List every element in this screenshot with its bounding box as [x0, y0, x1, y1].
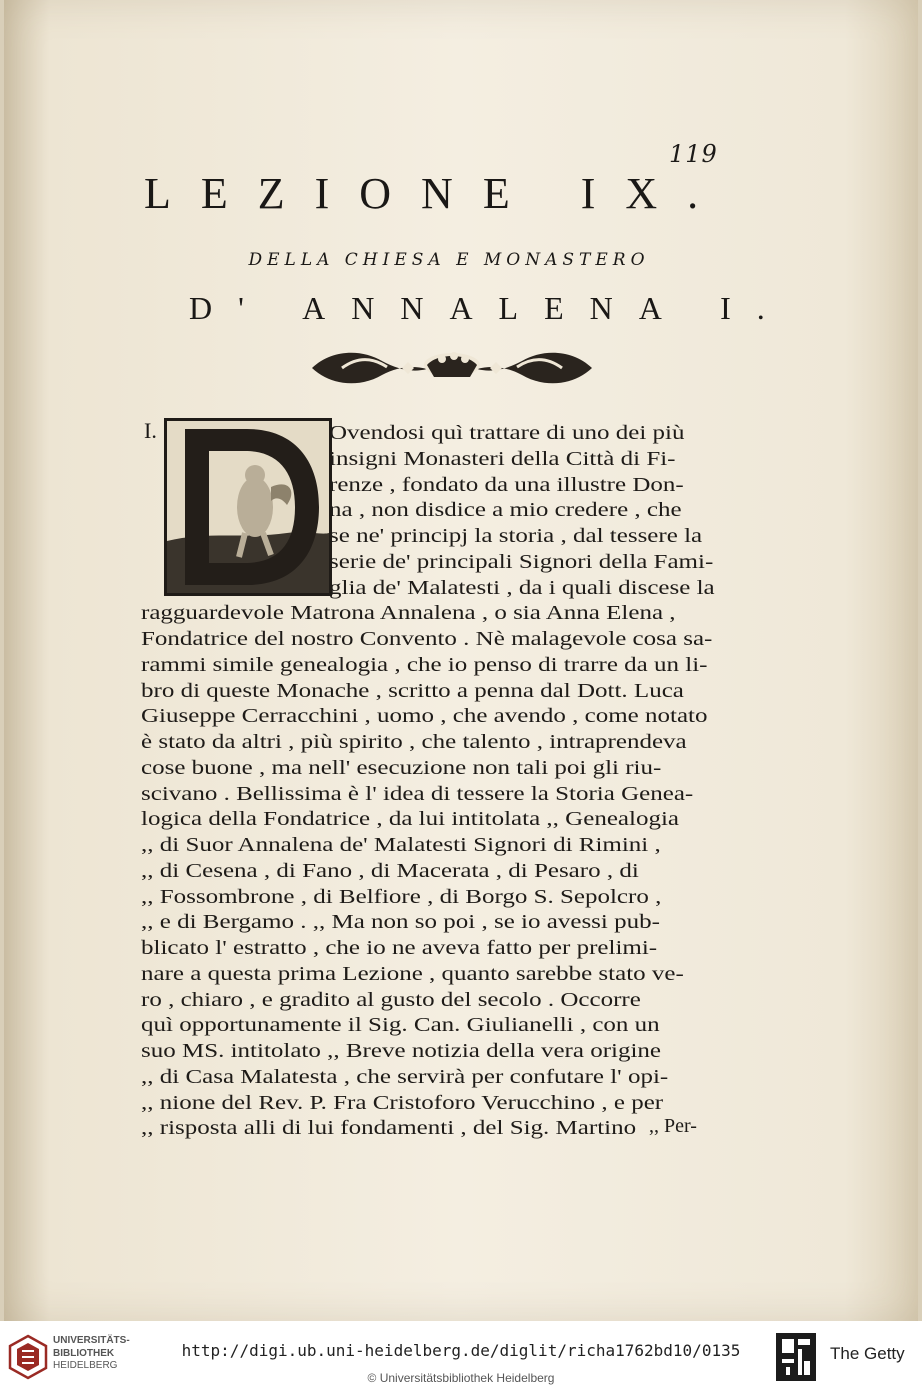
text-line: quì opportunamente il Sig. Can. Giulianelli , con un [141, 1014, 660, 1037]
text-line: ,, nione del Rev. P. Fra Cristoforo Verucchino , e per [141, 1091, 664, 1114]
book-page [4, 0, 918, 1321]
text-line: nare a questa prima Lezione , quanto sarebbe stato ve- [141, 962, 684, 985]
text-line: ,, di Suor Annalena de' Malatesti Signori di Rimini , [141, 834, 661, 856]
text-line: ,, e di Bergamo . ,, Ma non so poi , se io avessi pub- [141, 911, 660, 934]
text-line: bro di queste Monache , scritto a penna dal Dott. Luca [141, 679, 684, 702]
copyright-notice: © Universitätsbibliothek Heidelberg [367, 1371, 555, 1385]
text-line: blicato l' estratto , che io ne aveva fatto per prelimi- [141, 937, 658, 959]
text-line: è stato da altri , più spirito , che talento , intraprendeva [141, 731, 687, 753]
section-number: I. [144, 418, 157, 443]
ornament-vignette [302, 347, 602, 389]
lesson-title-line2: D' ANNALENA I. [189, 290, 791, 326]
text-line: Fondatrice del nostro Convento . Nè malagevole cosa sa- [141, 628, 713, 650]
text-line: ,, risposta alli di lui fondamenti , del Sig. Martino [141, 1117, 637, 1140]
text-line: glia de' Malatesti , da i quali discese la [329, 576, 715, 599]
text-line: ragguardevole Matrona Annalena , o sia Anna Elena , [141, 602, 676, 625]
page-number: 119 [669, 140, 718, 168]
lesson-title: LEZIONE IX. [144, 169, 729, 218]
permalink-url[interactable]: http://digi.ub.uni-heidelberg.de/diglit/richa1762bd10/0135 [181, 1341, 741, 1360]
text-line: scivano . Bellissima è l' idea di tessere la Storia Genea- [141, 782, 694, 805]
text-line: ,, Fossombrone , di Belfiore , di Borgo S. Sepolcro , [141, 885, 662, 908]
footer-bar [0, 1321, 922, 1393]
getty-partner-name: The Getty [830, 1344, 905, 1363]
decorated-initial [164, 418, 332, 596]
decorated-initial-d-image [167, 421, 329, 593]
text-line: na , non disdice a mio credere , che [329, 499, 682, 522]
text-line: suo MS. intitolato ,, Breve notizia della vera origine [141, 1040, 662, 1062]
text-line: Giuseppe Cerracchini , uomo , che avendo , come notato [141, 705, 708, 728]
text-line: ,, di Casa Malatesta , che servirà per confutare l' opi- [141, 1065, 669, 1088]
text-line: ro , chiaro , e gradito al gusto del secolo . Occorre [141, 988, 641, 1011]
getty-logo-icon [776, 1333, 816, 1381]
catchword: ,, Per- [649, 1115, 697, 1137]
text-line: logica della Fondatrice , da lui intitolata ,, Genealogia [141, 808, 680, 831]
text-line: rammi simile genealogia , che io penso di trarre da un li- [141, 653, 708, 676]
institution-line-1: UNIVERSITÄTS- [53, 1335, 130, 1346]
text-line: serie de' principali Signori della Fami- [329, 550, 714, 573]
text-line: ,, di Cesena , di Fano , di Macerata , di Pesaro , di [141, 859, 639, 882]
text-line: renze , fondato da una illustre Don- [329, 473, 684, 496]
lesson-subtitle: DELLA CHIESA E MONASTERO [248, 250, 650, 270]
institution-line-3: HEIDELBERG [53, 1360, 118, 1371]
text-line: se ne' principj la storia , dal tessere la [329, 525, 703, 547]
text-line: cose buone , ma nell' esecuzione non tali poi gli riu- [141, 756, 662, 779]
institution-line-2: BIBLIOTHEK [53, 1347, 115, 1359]
text-line: Ovendosi quì trattare di uno dei più [329, 422, 685, 444]
text-line: insigni Monasteri della Città di Fi- [329, 447, 676, 470]
